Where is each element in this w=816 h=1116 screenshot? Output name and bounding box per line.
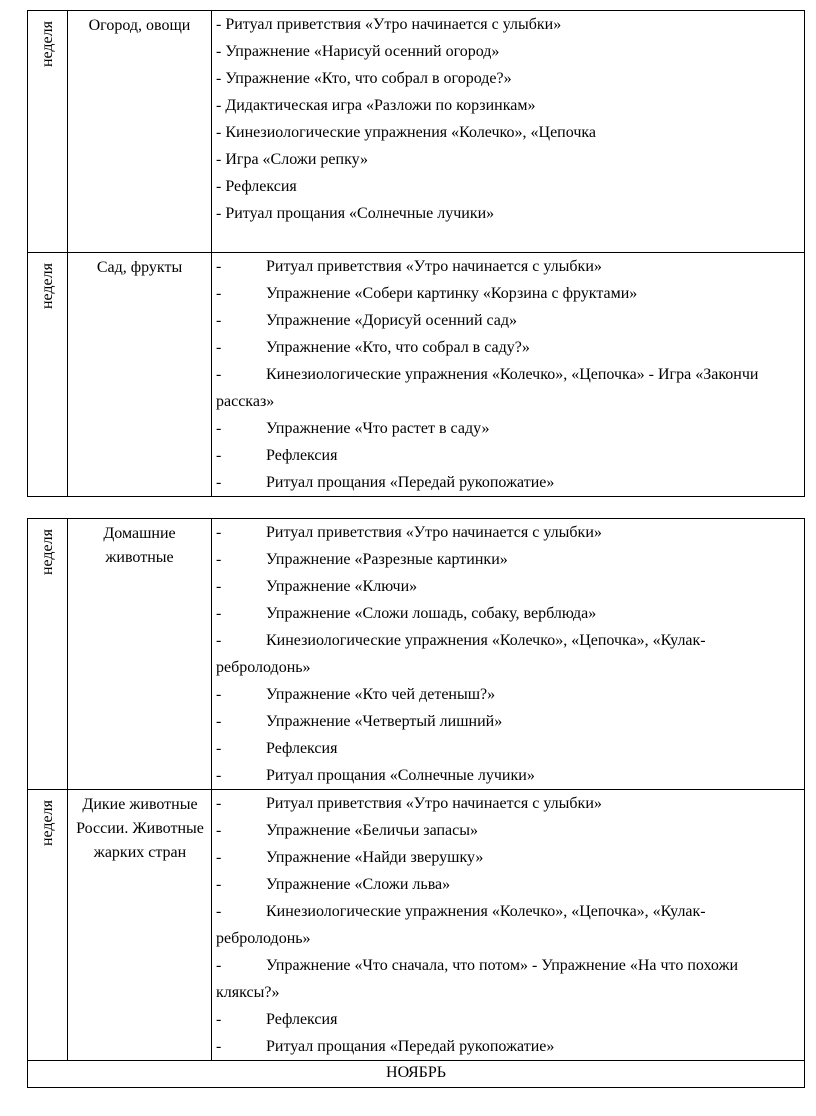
topic-cell — [68, 519, 212, 790]
list-item: - Рефлексия — [216, 1011, 338, 1028]
list-item: - Упражнение «Разрезные картинки» — [216, 551, 508, 568]
activities-cell — [212, 253, 805, 497]
list-item: - Ритуал приветствия «Утро начинается с улыбки» — [216, 795, 602, 812]
week-cell — [28, 790, 68, 1061]
list-item: - Кинезиологические упражнения «Колечко», «Цепочка» - Игра «Закончи рассказ» — [216, 366, 759, 410]
list-item: - Ритуал прощания «Солнечные лучики» — [216, 205, 495, 222]
list-item: - Ритуал прощания «Передай рукопожатие» — [216, 1038, 555, 1055]
week-cell — [28, 253, 68, 497]
topic-text: Дикие животные России. Животные жарких стран — [76, 796, 204, 861]
schedule-table-1 — [27, 10, 805, 497]
topic-text: Домашние животные — [103, 525, 176, 566]
list-item: - Игра «Сложи репку» — [216, 151, 369, 168]
list-item: - Упражнение «Кто, что собрал в огороде?» — [216, 70, 512, 87]
list-item: - Упражнение «Собери картинку «Корзина с фруктами» — [216, 285, 638, 302]
list-item: - Упражнение «Ключи» — [216, 578, 418, 595]
list-item: - Ритуал прощания «Солнечные лучики» — [216, 767, 535, 784]
activities-cell — [212, 519, 805, 790]
list-item: - Кинезиологические упражнения «Колечко», «Цепочка», «Кулак-ребролодонь» — [216, 903, 706, 947]
activity-list — [216, 253, 800, 496]
topic-cell: Огород, овощи — [68, 11, 212, 253]
activity-list — [216, 11, 800, 227]
list-item: - Упражнение «Дорисуй осенний сад» — [216, 312, 518, 329]
activities-cell — [212, 790, 805, 1061]
topic-cell: Сад, фрукты — [68, 253, 212, 497]
list-item: - Упражнение «Сложи льва» — [216, 876, 451, 893]
week-label: неделя — [39, 21, 56, 68]
list-item: - Упражнение «Что растет в саду» — [216, 420, 490, 437]
activity-list — [216, 519, 800, 789]
list-item: - Упражнение «Что сначала, что потом» - Упражнение «На что похожи кляксы?» — [216, 957, 739, 1001]
week-cell — [28, 11, 68, 253]
week-label: неделя — [39, 529, 56, 576]
list-item: - Ритуал приветствия «Утро начинается с улыбки» — [216, 524, 602, 541]
list-item: - Упражнение «Кто чей детеныш?» — [216, 686, 496, 703]
list-item: - Кинезиологические упражнения «Колечко», «Цепочка — [216, 124, 596, 141]
list-item: - Упражнение «Четвертый лишний» — [216, 713, 503, 730]
activity-list — [216, 790, 800, 1060]
table-row — [28, 519, 805, 790]
week-cell — [28, 519, 68, 790]
schedule-table-2 — [27, 518, 805, 1088]
list-item: - Рефлексия — [216, 178, 297, 195]
table-row — [28, 11, 805, 253]
month-footer: НОЯБРЬ — [28, 1061, 805, 1088]
table-row — [28, 253, 805, 497]
list-item: - Кинезиологические упражнения «Колечко», «Цепочка», «Кулак-ребролодонь» — [216, 632, 706, 676]
list-item: - Упражнение «Беличьи запасы» — [216, 822, 478, 839]
list-item: - Дидактическая игра «Разложи по корзинкам» — [216, 97, 536, 114]
activities-cell — [212, 11, 805, 253]
week-label: неделя — [39, 800, 56, 847]
week-label: неделя — [39, 263, 56, 310]
table-row — [28, 1061, 805, 1088]
list-item: - Ритуал приветствия «Утро начинается с улыбки» — [216, 258, 602, 275]
list-item: - Упражнение «Нарисуй осенний огород» — [216, 43, 500, 60]
list-item: - Рефлексия — [216, 740, 338, 757]
table-row — [28, 790, 805, 1061]
list-item: - Упражнение «Кто, что собрал в саду?» — [216, 339, 530, 356]
list-item: - Ритуал приветствия «Утро начинается с улыбки» — [216, 16, 562, 33]
list-item: - Рефлексия — [216, 447, 338, 464]
list-item: - Упражнение «Сложи лошадь, собаку, верблюда» — [216, 605, 597, 622]
topic-cell — [68, 790, 212, 1061]
list-item: - Упражнение «Найди зверушку» — [216, 849, 484, 866]
list-item: - Ритуал прощания «Передай рукопожатие» — [216, 474, 555, 491]
